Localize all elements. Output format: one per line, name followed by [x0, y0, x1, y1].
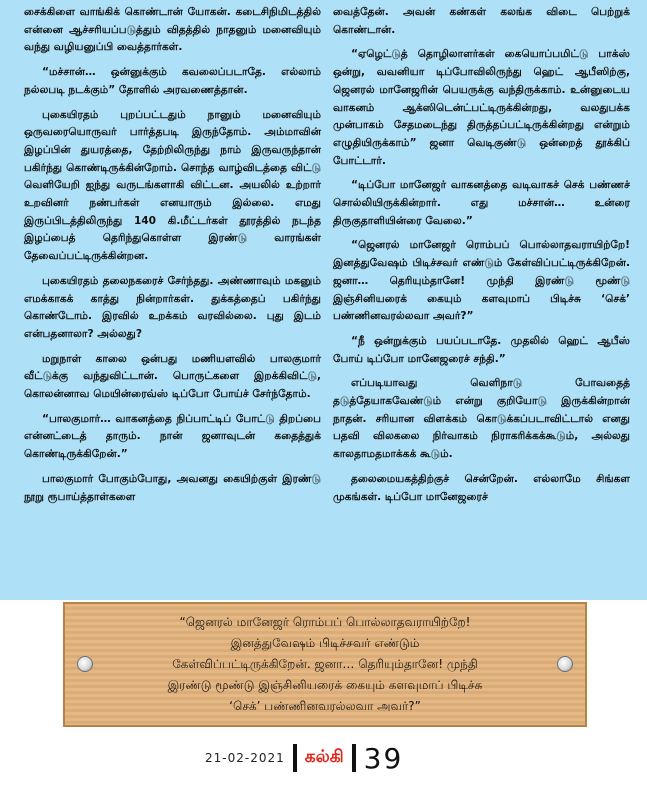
pull-quote-line: கேள்விப்பட்டிருக்கிறேன். ஜனா… தெரியும்தானே! முந்தி [172, 657, 478, 671]
issue-date: 21-02-2021 [205, 751, 285, 765]
left-column [24, 4, 321, 513]
pin-icon [557, 656, 573, 672]
pull-quote-line: ‘செக்’ பண்ணினவரல்லவா அவர்?” [229, 699, 421, 713]
divider [293, 744, 297, 772]
pull-quote-board [63, 602, 587, 727]
paragraph: மறுநாள் காலை ஒன்பது மணியளவில் பாலகுமார் வீட்டுக்கு வந்துவிட்டான். பொருட்களை இறக்கிவிட்டு, கொலன்னாவ மெயின்ரைவ்ஸ் டிப்போ போய்ச் சேர்ந்தோம். [24, 352, 321, 401]
paragraph: “ஏழெட்டுத் தொழிலாளர்கள் கையொப்பமிட்டு பாக்ஸ் ஒன்று, வவனியா டிப்போவிலிருந்து ஹெட் ஆபீஸிற்கு, ஜெனரல் மானேஜரின் பெயருக்கு வந்திருக்காம். உன்னுடைய வாகனம் ஆக்ஸிடென்ட்பட்டிருக்கின்றது, வலதுபக்க முன்பாகம் சேதமடைந்து திருத்தப்பட்டிருக்கின்றது என்றும் எழுதியிருக்காம்” ஜனா வெடிகுண்டு ஒன்றைத் தூக்கிப் போட்டார். [333, 48, 630, 167]
paragraph: சைக்கிளை வாங்கிக் கொண்டான் யோகன். கடைசிநிமிடத்தில் என்னை ஆச்சரியப்படுத்தும் விதத்தில் நாதனும் மனைவியும் வந்து வழியனுப்பி வைத்தார்கள். [24, 6, 321, 54]
paragraph: புகையிரதம் தலைநகரைச் சேர்ந்தது. அண்ணாவும் மகனும் எமக்காகக் காத்து நின்றார்கள். துக்கத்தைப் பகிர்ந்து கொண்டோம். இரவில் உறக்கம் வரவில்லை. புது இடம் என்பதனாலா? அல்லது? [24, 274, 321, 340]
pull-quote-line: இரண்டு மூண்டு இஞ்சினியரைக் கையும் களவுமாப் பிடிச்சு [167, 678, 483, 692]
paragraph: “டிப்போ மானேஜர் வாகனத்தை வடிவாகச் செக் பண்ணச் சொல்லியிருக்கின்றார். எது மச்சான்… உன்ரை திருகுதாளியின்ரை வேலை.” [333, 179, 630, 227]
divider [352, 744, 356, 772]
right-column [333, 4, 630, 513]
pull-quote-line: இனத்துவேஷம் பிடிச்சவர் எண்டும் [230, 636, 420, 650]
pull-quote [105, 612, 545, 717]
paragraph: பாலகுமார் போகும்போது, அவனது கையிற்குள் இரண்டு நூறு ரூபாய்த்தாள்களை [24, 472, 321, 503]
magazine-name: கல்கி [304, 747, 344, 767]
paragraph: “நீ ஒன்றுக்கும் பயப்படாதே. முதலில் ஹெட் ஆபீஸ் போய் டிப்போ மானேஜரைச் சந்தி.” [333, 334, 630, 365]
paragraph: எப்படியாவது வெளிநாடு போவதைத் தடுத்தேயாகவேண்டும் என்று குறியோடு இருக்கின்றான் நாதன். சரியான விளக்கம் கொடுக்கப்படாவிட்டால் எனது பதவி விலகலை நிர்வாகம் நிராகரிக்கக்கூடும், அல்லது காலதாமதமாக்கக் கூடும். [333, 377, 630, 461]
paragraph: தலைமையகத்திற்குச் சென்றேன். எல்லாமே சிங்கள முகங்கள். டிப்போ மானேஜரைச் [333, 472, 630, 503]
paragraph: “பாலகுமார்… வாகனத்தை நிப்பாட்டிப் போட்டு திறப்பை என்னட்டைத் தாரும். நான் ஜனாவுடன் கதைத்துக் கொண்டிருக்கிறேன்.” [24, 412, 321, 461]
paragraph: புகையிரதம் புறப்பட்டதும் நானும் மனைவியும் ஒருவரையொருவர் பார்த்தபடி இருந்தோம். அம்மாவின் இழப்பின் துயரத்தை, தேற்றிலிருந்து நாம் இருவருந்தான் பகிர்ந்து கொண்டிருக்கின்றோம். சொந்த வாழ்விடத்தை விட்டு வெளியேறி ஐந்து வருடங்களாகி விட்டன. அயலில் உற்றார் உறவினர் நண்பர்கள் எனயாரும் இல்லை. எமது இருப்பிடத்திலிருந்து 140 கி.மீட்டர்கள் தூரத்தில் நடந்த இழப்பைத் தெரிந்துகொள்ள இரண்டு வாரங்கள் தேவைப்பட்டிருக்கின்றன. [24, 108, 321, 263]
paragraph: “ஜெனரல் மானேஜர் ரொம்பப் பொல்லாதவராயிற்றே! இனத்துவேஷம் பிடிச்சவர் எண்டும் கேள்விப்பட்டிருக்கிறேன். ஜனா… தெரியும்தானே! முந்தி இரண்டு மூண்டு இஞ்சினியரைக் கையும் களவுமாப் பிடிச்சு ‘செக்’ பண்ணினவரல்லவா அவர்?” [333, 239, 630, 323]
page-number: 39 [363, 741, 404, 775]
page-footer [205, 738, 505, 778]
paragraph: “மச்சான்… ஒன்னுக்கும் கவலைப்படாதே. எல்லாம் நல்லபடி நடக்கும்” தோளில் அரவணைத்தான். [24, 66, 321, 96]
paragraph: வைத்தேன். அவன் கண்கள் கலங்க விடை பெற்றுக் கொண்டான். [333, 6, 630, 36]
pin-icon [77, 656, 93, 672]
pull-quote-line: “ஜெனரல் மானேஜர் ரொம்பப் பொல்லாதவராயிற்றே! [179, 615, 471, 629]
